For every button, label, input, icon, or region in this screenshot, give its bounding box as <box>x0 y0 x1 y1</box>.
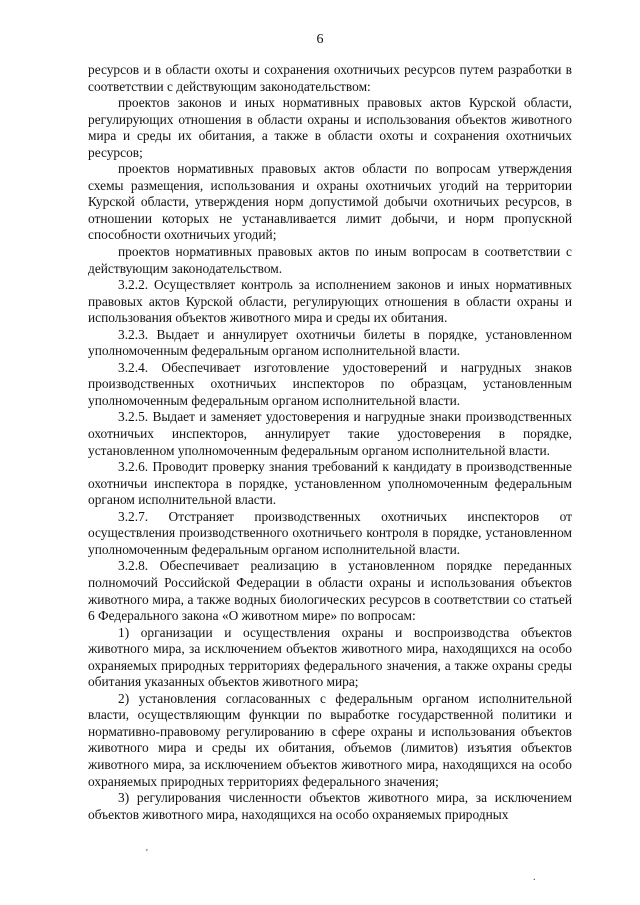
paragraph-3-2-4: 3.2.4. Обеспечивает изготовление удостоверений и нагрудных знаков производственных охотничьих инспекторов по образцам, установленным уполномоченным федеральным органом исполнительной власти. <box>88 359 572 408</box>
page-number: 6 <box>316 32 324 47</box>
paragraph-3-2-3: 3.2.3. Выдает и аннулирует охотничьи билеты в порядке, установленном уполномоченным федеральным органом исполнительной власти. <box>88 326 572 359</box>
paragraph-continuation: ресурсов и в области охоты и сохранения охотничьих ресурсов путем разработки в соответствии с действующим законодательством: <box>88 62 572 94</box>
paragraph-3-2-6: 3.2.6. Проводит проверку знания требований к кандидату в производственные охотничьи инспектора в порядке, установленном уполномоченным федеральным органом исполнительной власти. <box>88 459 572 508</box>
list-item-1: 1) организации и осуществления охраны и воспроизводства объектов животного мира, за исключением объектов животного мира, находящихся на особо охраняемых природных территориях федерального значения, а также охраны среды обитания указанных объектов животного мира; <box>88 624 572 690</box>
scan-mark: . <box>533 872 536 883</box>
paragraph-other-projects: проектов нормативных правовых актов по иным вопросам в соответствии с действующим законодательством. <box>88 244 572 276</box>
list-item-2: 2) установления согласованных с федеральным органом исполнительной власти, осуществляющим функции по выработке государственной политики и нормативно-правовому регулированию в сфере охраны и использования объектов животного мира и среды их обитания, объемов (лимитов) изъятия объектов животного мира, за исключением объектов животного мира, находящихся на особо охраняемых природных территориях федерального значения; <box>88 690 572 789</box>
paragraph-3-2-5: 3.2.5. Выдает и заменяет удостоверения и нагрудные знаки производственных охотничьих инспекторов, аннулирует такие удостоверения в порядке, установленном уполномоченным федеральным органом исполнительной власти. <box>88 409 572 458</box>
scan-mark: ' <box>146 848 148 859</box>
document-body <box>88 62 572 823</box>
paragraph-3-2-7: 3.2.7. Отстраняет производственных охотничьих инспекторов от осуществления производственного охотничьего контроля в порядке, установленном уполномоченным федеральным органом исполнительной власти. <box>88 508 572 557</box>
paragraph-laws-projects: проектов законов и иных нормативных правовых актов Курской области, регулирующих отношения в области охраны и использования объектов животного мира и среды их обитания, а также в области охоты и сохранения охотничьих ресурсов; <box>88 95 572 160</box>
paragraph-3-2-8: 3.2.8. Обеспечивает реализацию в установленном порядке переданных полномочий Российской Федерации в области охраны и использования объектов животного мира, а также водных биологических ресурсов в соответствии со статьей 6 Федерального закона «О животном мире» по вопросам: <box>88 558 572 624</box>
list-item-3: 3) регулирования численности объектов животного мира, за исключением объектов животного мира, находящихся на особо охраняемых природных <box>88 790 572 822</box>
paragraph-3-2-2: 3.2.2. Осуществляет контроль за исполнением законов и иных нормативных правовых актов Курской области, регулирующих отношения в области охраны и использования объектов животного мира и среды их обитания. <box>88 277 572 326</box>
paragraph-normative-acts-projects: проектов нормативных правовых актов области по вопросам утверждения схемы размещения, использования и охраны охотничьих угодий на территории Курской области, утверждения норм допустимой добычи охотничьих ресурсов, в отношении которых не устанавливается лимит добычи, и норм пропускной способности охотничьих угодий; <box>88 161 572 243</box>
